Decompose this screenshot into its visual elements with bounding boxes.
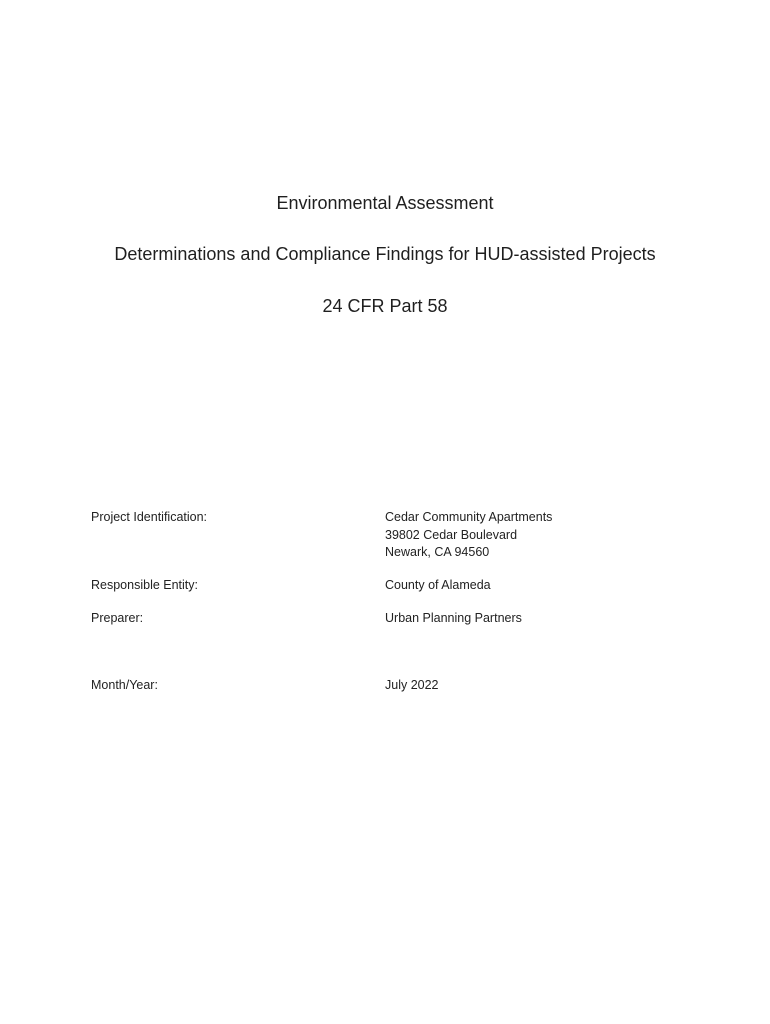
document-title: Environmental Assessment bbox=[276, 193, 494, 213]
project-identification-label: Project Identification: bbox=[91, 510, 208, 524]
project-street-address: 39802 Cedar Boulevard bbox=[385, 527, 518, 542]
project-name: Cedar Community Apartments bbox=[385, 510, 553, 524]
project-city-state-zip: Newark, CA 94560 bbox=[385, 545, 490, 559]
document-subtitle: Determinations and Compliance Findings for HUD-assisted Projects bbox=[114, 244, 656, 264]
project-identification-value bbox=[385, 509, 552, 562]
month-year-label: Month/Year: bbox=[91, 678, 158, 692]
responsible-entity-value: County of Alameda bbox=[385, 578, 491, 592]
preparer-label: Preparer: bbox=[91, 611, 144, 625]
month-year-value: July 2022 bbox=[385, 678, 439, 692]
responsible-entity-label: Responsible Entity: bbox=[91, 578, 199, 592]
preparer-value: Urban Planning Partners bbox=[385, 611, 522, 625]
regulation-reference: 24 CFR Part 58 bbox=[322, 296, 448, 316]
